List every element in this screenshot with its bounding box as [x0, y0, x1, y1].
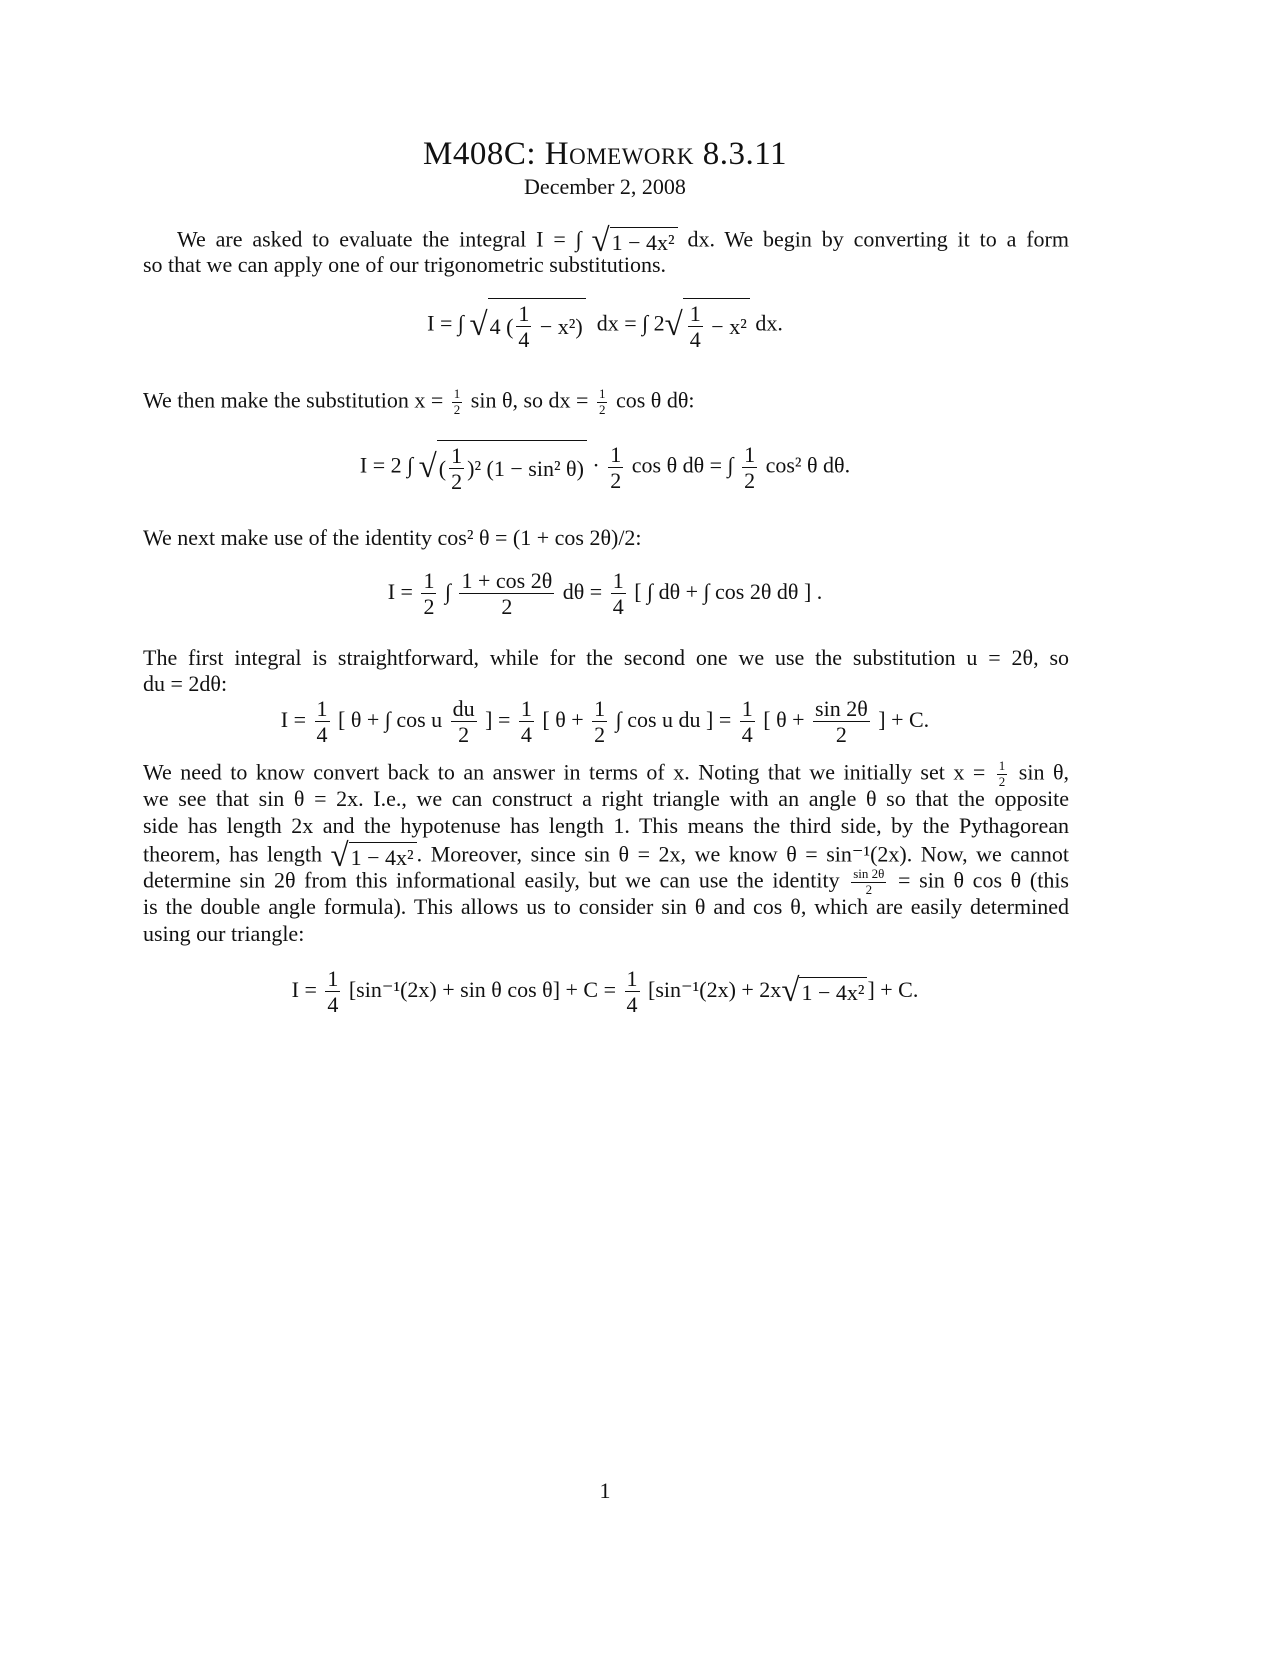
denominator: 2	[865, 881, 873, 897]
math-text: dx. We begin by converting it to a form	[677, 226, 1069, 252]
fraction	[325, 966, 340, 1018]
fraction	[742, 442, 757, 494]
math-text: 4 (	[489, 313, 514, 339]
fraction	[459, 568, 554, 620]
numerator: 1	[741, 696, 753, 721]
math-text: We need to know convert back to an answer in terms of x. Noting that we initially set x =	[143, 759, 994, 785]
math-text: − x²)	[534, 313, 583, 339]
math-text: We are asked to evaluate the integral I = ∫	[177, 226, 592, 252]
title-small-caps: Homework	[544, 136, 694, 172]
paragraph-line	[143, 813, 1069, 839]
square-root	[665, 298, 750, 353]
math-text: [ θ +	[757, 706, 811, 732]
denominator: 2	[744, 467, 756, 493]
denominator: 2	[451, 469, 463, 495]
math-text: 1 − 4x²	[611, 230, 675, 255]
numerator: 1	[744, 441, 756, 467]
math-text: sin θ,	[1010, 759, 1069, 785]
math-text: is the double angle formula). This allows us to consider sin θ and cos θ, which are easily determined	[143, 894, 1069, 919]
denominator: 2	[423, 594, 435, 620]
radical-sign: √	[781, 973, 800, 1010]
numerator: 1	[612, 568, 624, 593]
math-text: dθ =	[557, 578, 608, 604]
math-text: 1 − 4x²	[350, 845, 414, 870]
denominator: 2	[453, 401, 461, 417]
radical-sign: √	[418, 448, 437, 485]
math-text: ] =	[479, 706, 516, 732]
paragraph-line	[143, 252, 666, 278]
math-text: − x²	[705, 313, 747, 339]
display-equation	[0, 568, 1210, 620]
fraction	[740, 696, 755, 748]
math-text: 1 − 4x²	[801, 980, 865, 1006]
denominator: 2	[610, 467, 622, 493]
math-text: ∫ cos u du ] =	[610, 706, 737, 732]
math-text: [ θ +	[536, 706, 590, 732]
radicand	[683, 298, 750, 353]
math-text: ] + C.	[867, 976, 919, 1002]
math-text: We then make the substitution x =	[143, 387, 449, 413]
paragraph-line	[143, 786, 1069, 812]
denominator: 2	[998, 773, 1006, 789]
math-text: we see that sin θ = 2x. I.e., we can construct a right triangle with an angle θ so that the opposite	[143, 786, 1069, 811]
denominator: 4	[626, 992, 638, 1018]
fraction	[611, 568, 626, 620]
math-text: ·	[586, 452, 606, 478]
math-text: . Moreover, since sin θ = 2x, we know θ = sin⁻¹(2x). Now, we cannot	[416, 841, 1069, 867]
math-text: [ θ + ∫ cos u	[332, 706, 448, 732]
fraction	[597, 387, 608, 418]
radicand	[437, 440, 587, 495]
numerator: 1	[520, 696, 532, 721]
math-text: theorem, has length	[143, 841, 331, 867]
math-text: sin θ, so dx =	[465, 387, 594, 413]
denominator: 2	[598, 401, 606, 417]
radicand	[799, 977, 867, 1006]
denominator: 2	[835, 722, 847, 748]
display-equation	[0, 696, 1210, 748]
math-text: (	[438, 455, 447, 481]
math-text: using our triangle:	[143, 921, 305, 946]
math-text: side has length 2x and the hypotenuse has length 1. This means the third side, by the Pythagorean	[143, 813, 1069, 838]
math-text: The first integral is straightforward, while for the second one we use the substitution u = 2θ, so	[143, 645, 1069, 670]
math-text: I =	[387, 578, 419, 604]
denominator: 2	[501, 594, 513, 620]
square-root	[469, 298, 585, 353]
document-title	[0, 136, 1210, 173]
paragraph-line	[143, 645, 1069, 671]
numerator: 1	[598, 386, 606, 401]
numerator: 1	[451, 443, 463, 468]
radical-sign: √	[591, 223, 610, 259]
numerator: 1	[998, 758, 1006, 773]
math-text: (1 − sin² θ)	[481, 455, 584, 481]
math-text: I =	[280, 706, 312, 732]
title-suffix: 8.3.11	[693, 136, 788, 172]
math-text: so that we can apply one of our trigonometric substitutions.	[143, 252, 667, 277]
numerator: sin 2θ	[815, 696, 868, 721]
denominator: 4	[741, 722, 753, 748]
document-date: December 2, 2008	[524, 174, 686, 199]
display-equation	[0, 298, 1210, 353]
square-root	[781, 975, 867, 1008]
page-number: 1	[599, 1478, 611, 1503]
math-text: du = 2dθ:	[143, 671, 228, 696]
title-prefix: M408C:	[422, 136, 545, 172]
fraction	[451, 696, 477, 748]
paragraph-line	[143, 921, 304, 947]
math-text: cos² θ dθ.	[760, 452, 851, 478]
fraction	[688, 301, 703, 353]
fraction	[421, 568, 436, 620]
numerator: 1 + cos 2θ	[461, 568, 553, 593]
denominator: 4	[520, 722, 532, 748]
denominator: 4	[518, 327, 530, 353]
display-equation	[0, 440, 1210, 495]
fraction	[813, 696, 870, 748]
fraction	[519, 696, 534, 748]
numerator: 1	[518, 301, 530, 326]
denominator: 4	[327, 992, 339, 1018]
math-text: ∫	[439, 578, 457, 604]
math-text: [sin⁻¹(2x) + 2x	[642, 976, 782, 1002]
math-text: determine sin 2θ from this informational easily, but we can use the identity	[143, 867, 849, 893]
numerator: 1	[610, 441, 622, 467]
math-text: = sin θ cos θ (this	[889, 867, 1069, 893]
radical-sign: √	[469, 306, 488, 343]
numerator: 1	[423, 568, 435, 593]
math-text: I = 2 ∫	[359, 452, 419, 478]
math-text: )²	[467, 455, 482, 481]
math-text: I =	[291, 976, 323, 1002]
fraction	[516, 301, 531, 353]
radicand	[488, 298, 586, 353]
numerator: 1	[316, 696, 328, 721]
denominator: 4	[689, 327, 701, 353]
denominator: 2	[458, 722, 470, 748]
numerator: sin 2θ	[853, 866, 885, 881]
denominator: 2	[594, 722, 606, 748]
math-text: We next make use of the identity cos² θ = (1 + cos 2θ)/2:	[143, 525, 642, 550]
fraction	[608, 442, 623, 494]
display-equation	[0, 966, 1210, 1018]
fraction	[315, 696, 330, 748]
radical-sign: √	[330, 838, 349, 874]
radical-sign: √	[664, 306, 683, 343]
math-text: [sin⁻¹(2x) + sin θ cos θ] + C =	[343, 976, 622, 1002]
math-text: [ ∫ dθ + ∫ cos 2θ dθ ] .	[628, 578, 823, 604]
math-text: cos θ dθ = ∫	[626, 452, 740, 478]
denominator: 4	[316, 722, 328, 748]
math-text: cos θ dθ:	[610, 387, 695, 413]
numerator: 1	[594, 696, 606, 721]
math-text: dx.	[749, 310, 783, 336]
numerator: 1	[626, 966, 638, 991]
fraction	[452, 387, 463, 418]
math-text: I = ∫	[427, 310, 470, 336]
math-text: dx = ∫ 2	[585, 310, 665, 336]
denominator: 4	[612, 594, 624, 620]
paragraph-line	[143, 525, 642, 551]
square-root	[419, 440, 587, 495]
paragraph-line	[143, 387, 694, 418]
fraction	[449, 443, 464, 495]
numerator: 1	[689, 301, 701, 326]
fraction	[592, 696, 607, 748]
numerator: du	[452, 696, 475, 721]
numerator: 1	[327, 966, 339, 991]
paragraph-line	[143, 671, 227, 697]
fraction	[625, 966, 640, 1018]
paragraph-line	[143, 894, 1069, 920]
math-text: ] + C.	[872, 706, 930, 732]
numerator: 1	[453, 386, 461, 401]
